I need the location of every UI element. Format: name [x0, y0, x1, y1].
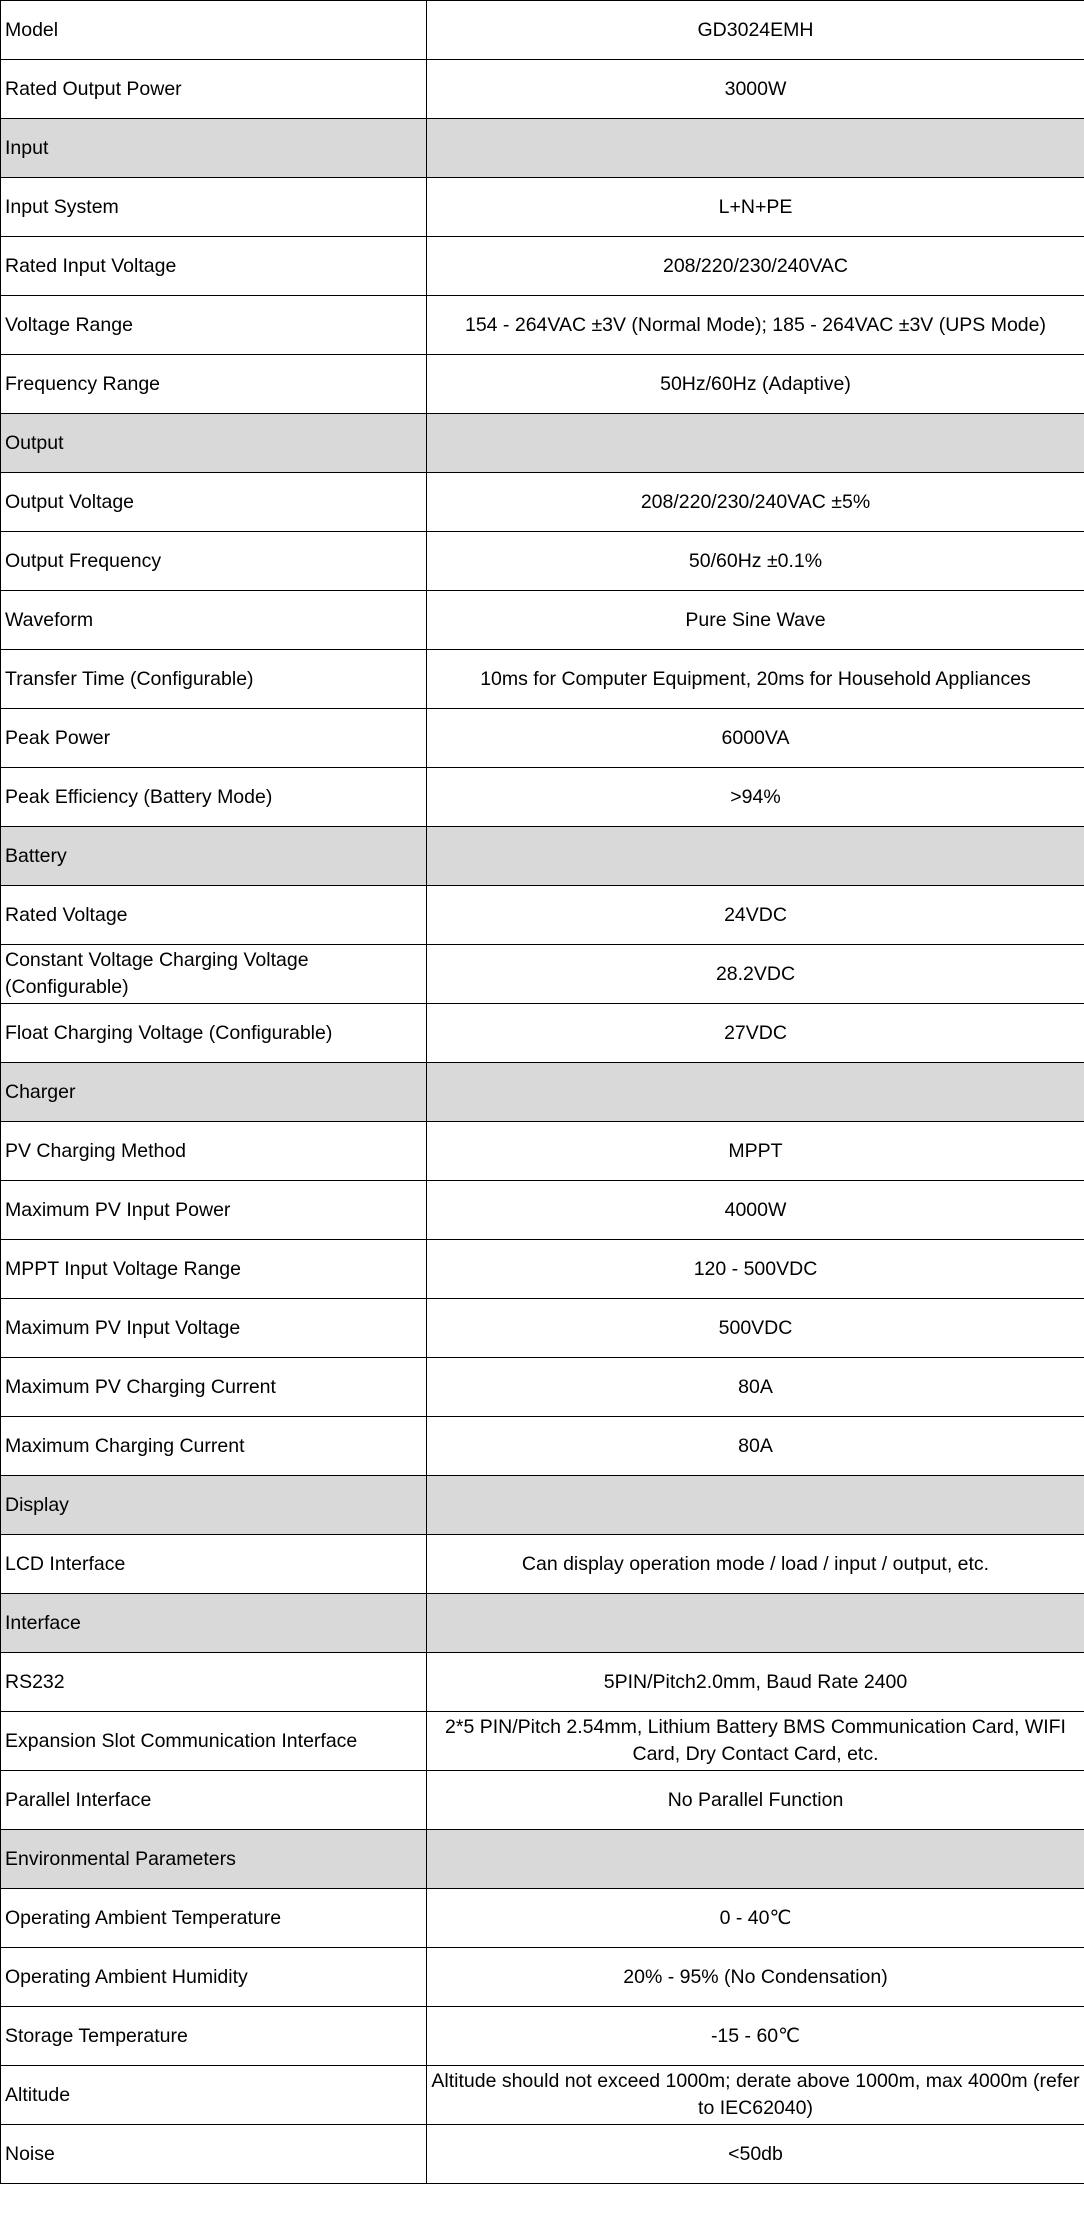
spec-row [1, 1004, 1084, 1063]
row-label: Maximum PV Input Voltage [1, 1299, 427, 1358]
row-label: Peak Efficiency (Battery Mode) [1, 768, 427, 827]
section-label: Output [1, 414, 427, 473]
spec-row [1, 1181, 1084, 1240]
spec-row [1, 2007, 1084, 2066]
row-value: L+N+PE [427, 178, 1084, 237]
row-label: Maximum PV Charging Current [1, 1358, 427, 1417]
row-label: Constant Voltage Charging Voltage (Configurable) [1, 945, 427, 1004]
section-header-row [1, 119, 1084, 178]
row-value: 20% - 95% (No Condensation) [427, 1948, 1084, 2007]
spec-row [1, 650, 1084, 709]
row-label: Output Frequency [1, 532, 427, 591]
row-value: 2*5 PIN/Pitch 2.54mm, Lithium Battery BMS Communication Card, WIFI Card, Dry Contact Card, etc. [427, 1712, 1084, 1771]
section-header-row [1, 414, 1084, 473]
section-label: Input [1, 119, 427, 178]
spec-row [1, 1240, 1084, 1299]
row-label: Frequency Range [1, 355, 427, 414]
section-value [427, 1063, 1084, 1122]
spec-row [1, 1122, 1084, 1181]
row-value: 208/220/230/240VAC [427, 237, 1084, 296]
section-value [427, 414, 1084, 473]
section-value [427, 119, 1084, 178]
spec-row [1, 355, 1084, 414]
row-value: 6000VA [427, 709, 1084, 768]
row-value: 5PIN/Pitch2.0mm, Baud Rate 2400 [427, 1653, 1084, 1712]
row-label: Peak Power [1, 709, 427, 768]
section-label: Battery [1, 827, 427, 886]
spec-row [1, 945, 1084, 1004]
row-value: 50/60Hz ±0.1% [427, 532, 1084, 591]
spec-row [1, 2125, 1084, 2184]
row-value: 27VDC [427, 1004, 1084, 1063]
section-label: Environmental Parameters [1, 1830, 427, 1889]
row-label: Operating Ambient Temperature [1, 1889, 427, 1948]
section-label: Charger [1, 1063, 427, 1122]
row-label: Rated Input Voltage [1, 237, 427, 296]
row-label: Maximum Charging Current [1, 1417, 427, 1476]
spec-row [1, 1417, 1084, 1476]
row-value: 80A [427, 1417, 1084, 1476]
spec-row [1, 768, 1084, 827]
section-value [427, 1594, 1084, 1653]
spec-table-body [1, 1, 1084, 2184]
row-value: 80A [427, 1358, 1084, 1417]
spec-row [1, 1771, 1084, 1830]
row-label: Storage Temperature [1, 2007, 427, 2066]
row-label: Altitude [1, 2066, 427, 2125]
section-value [427, 827, 1084, 886]
spec-row [1, 1948, 1084, 2007]
row-label: Waveform [1, 591, 427, 650]
section-label: Display [1, 1476, 427, 1535]
row-value: 154 - 264VAC ±3V (Normal Mode); 185 - 264VAC ±3V (UPS Mode) [427, 296, 1084, 355]
row-value: 0 - 40℃ [427, 1889, 1084, 1948]
spec-row [1, 591, 1084, 650]
spec-row [1, 1, 1084, 60]
row-value: 120 - 500VDC [427, 1240, 1084, 1299]
row-value: 50Hz/60Hz (Adaptive) [427, 355, 1084, 414]
row-value: MPPT [427, 1122, 1084, 1181]
row-value: -15 - 60℃ [427, 2007, 1084, 2066]
section-header-row [1, 1830, 1084, 1889]
row-label: Input System [1, 178, 427, 237]
spec-row [1, 2066, 1084, 2125]
spec-row [1, 1653, 1084, 1712]
spec-row [1, 1358, 1084, 1417]
row-label: Noise [1, 2125, 427, 2184]
row-value: 500VDC [427, 1299, 1084, 1358]
row-value: >94% [427, 768, 1084, 827]
section-header-row [1, 1063, 1084, 1122]
spec-row [1, 60, 1084, 119]
row-label: LCD Interface [1, 1535, 427, 1594]
row-value: 4000W [427, 1181, 1084, 1240]
spec-row [1, 709, 1084, 768]
section-header-row [1, 1476, 1084, 1535]
row-value: GD3024EMH [427, 1, 1084, 60]
row-value: Altitude should not exceed 1000m; derate above 1000m, max 4000m (refer to IEC62040) [427, 2066, 1084, 2125]
row-value: <50db [427, 2125, 1084, 2184]
row-value: 208/220/230/240VAC ±5% [427, 473, 1084, 532]
section-value [427, 1476, 1084, 1535]
row-label: PV Charging Method [1, 1122, 427, 1181]
spec-row [1, 1535, 1084, 1594]
row-label: Rated Voltage [1, 886, 427, 945]
row-value: Pure Sine Wave [427, 591, 1084, 650]
row-label: Operating Ambient Humidity [1, 1948, 427, 2007]
row-label: MPPT Input Voltage Range [1, 1240, 427, 1299]
spec-row [1, 886, 1084, 945]
row-value: 10ms for Computer Equipment, 20ms for Household Appliances [427, 650, 1084, 709]
row-label: Transfer Time (Configurable) [1, 650, 427, 709]
spec-row [1, 1712, 1084, 1771]
spec-row [1, 296, 1084, 355]
row-label: Model [1, 1, 427, 60]
section-value [427, 1830, 1084, 1889]
row-label: Parallel Interface [1, 1771, 427, 1830]
row-label: Float Charging Voltage (Configurable) [1, 1004, 427, 1063]
spec-row [1, 473, 1084, 532]
row-value: 3000W [427, 60, 1084, 119]
row-value: 24VDC [427, 886, 1084, 945]
row-value: 28.2VDC [427, 945, 1084, 1004]
section-header-row [1, 1594, 1084, 1653]
section-header-row [1, 827, 1084, 886]
spec-row [1, 532, 1084, 591]
row-value: No Parallel Function [427, 1771, 1084, 1830]
row-label: RS232 [1, 1653, 427, 1712]
row-label: Expansion Slot Communication Interface [1, 1712, 427, 1771]
spec-row [1, 237, 1084, 296]
row-label: Maximum PV Input Power [1, 1181, 427, 1240]
spec-row [1, 1299, 1084, 1358]
row-value: Can display operation mode / load / input / output, etc. [427, 1535, 1084, 1594]
spec-row [1, 1889, 1084, 1948]
row-label: Rated Output Power [1, 60, 427, 119]
section-label: Interface [1, 1594, 427, 1653]
row-label: Voltage Range [1, 296, 427, 355]
row-label: Output Voltage [1, 473, 427, 532]
spec-row [1, 178, 1084, 237]
